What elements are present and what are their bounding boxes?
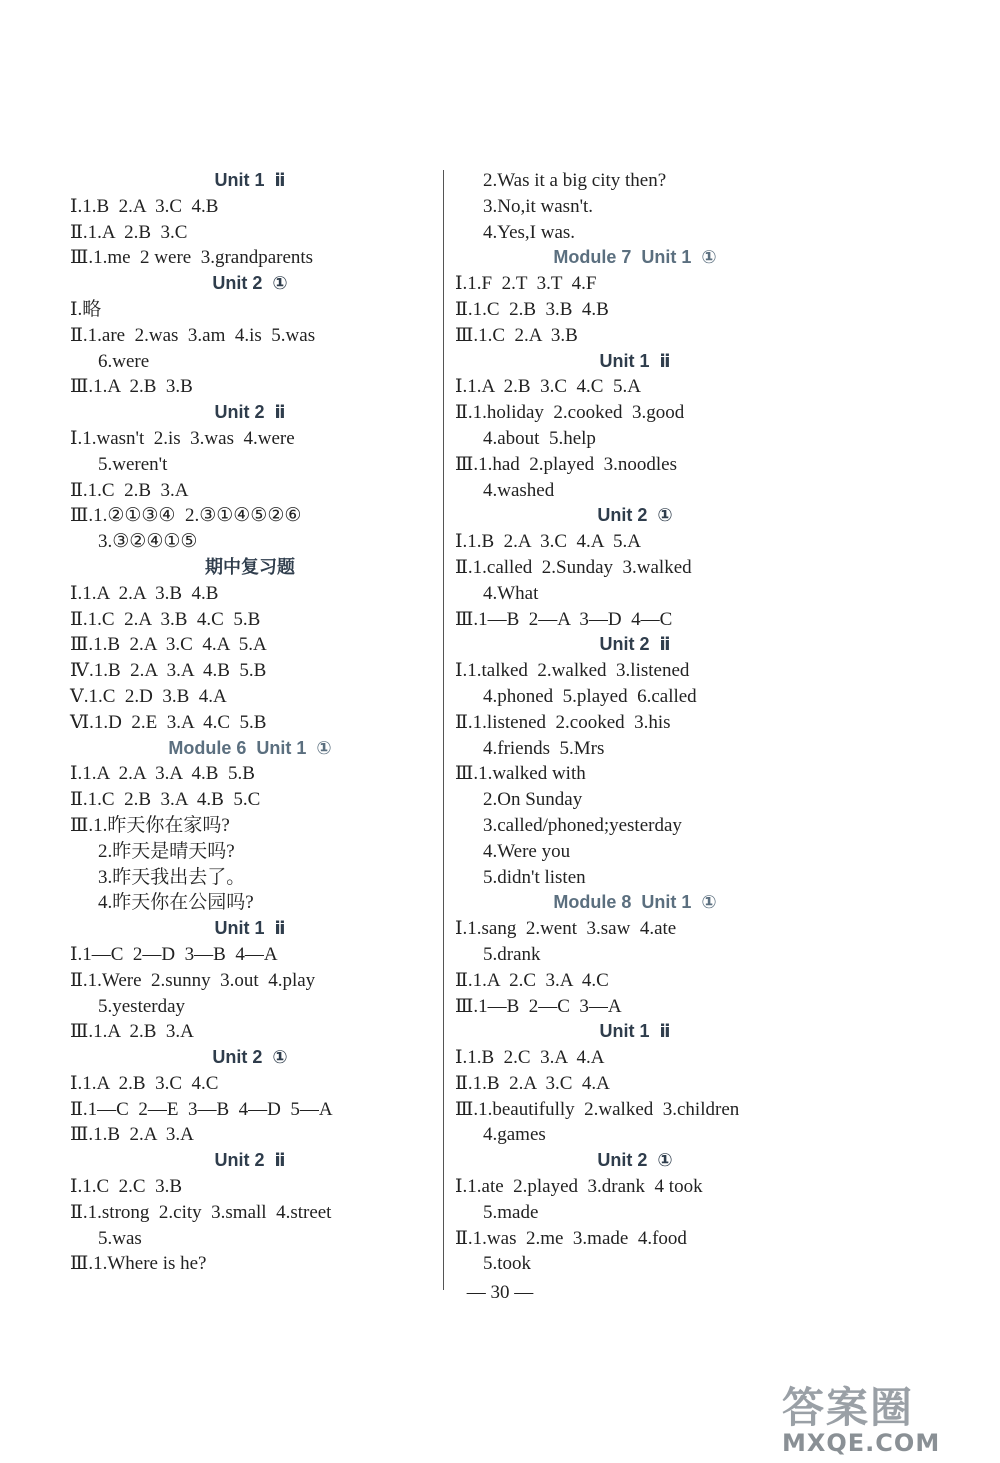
answer-line: Ⅱ.1.are 2.was 3.am 4.is 5.was — [70, 324, 316, 346]
answer-line: 3.昨天我出去了。 — [98, 866, 246, 888]
section-heading: Unit 1 ⅱ — [214, 918, 286, 939]
answer-line: Ⅱ.1—C 2—E 3—B 4—D 5—A — [70, 1098, 333, 1120]
answer-line: Ⅲ.1.Where is he? — [70, 1253, 207, 1275]
watermark-logo — [782, 1375, 982, 1455]
answer-line: 4.friends 5.Mrs — [483, 737, 605, 759]
answer-line: Ⅰ.1.F 2.T 3.T 4.F — [455, 273, 597, 295]
answer-line: Ⅰ.1.A 2.B 3.C 4.C — [70, 1072, 219, 1094]
answer-line: 5.yesterday — [98, 995, 186, 1017]
answer-line: 5.took — [483, 1253, 532, 1275]
answer-line: Ⅰ.1.ate 2.played 3.drank 4 took — [455, 1176, 703, 1198]
answer-line: 4.Yes,I was. — [483, 221, 576, 243]
column-divider — [443, 170, 444, 1290]
answer-line: Ⅲ.1.beautifully 2.walked 3.children — [455, 1098, 740, 1120]
page-number: — 30 — — [466, 1282, 534, 1303]
answer-line: Ⅱ.1.C 2.B 3.A — [70, 479, 189, 501]
section-heading: Unit 2 ⅱ — [214, 402, 286, 423]
answer-line: Ⅰ.1.B 2.C 3.A 4.A — [455, 1047, 605, 1069]
answer-line: Ⅲ.1.walked with — [455, 763, 586, 785]
section-heading: Unit 1 ⅱ — [599, 1021, 671, 1042]
section-heading: Module 6 Unit 1 ① — [168, 737, 332, 758]
answer-line: Ⅰ.1.sang 2.went 3.saw 4.ate — [455, 918, 677, 940]
answer-line: Ⅲ.1.B 2.A 3.A — [70, 1124, 194, 1146]
answer-line: 4.What — [483, 582, 539, 604]
answer-line: Ⅱ.1.holiday 2.cooked 3.good — [455, 402, 685, 424]
right-column — [455, 168, 815, 1277]
answer-line: Ⅲ.1.昨天你在家吗? — [70, 814, 230, 836]
answer-line: Ⅲ.1—B 2—A 3—D 4—C — [455, 608, 673, 630]
section-heading: Unit 2 ⅱ — [599, 634, 671, 655]
answer-line: 2.On Sunday — [483, 789, 583, 811]
answer-line: Ⅰ.1.B 2.A 3.C 4.B — [70, 195, 219, 217]
answer-line: Ⅱ.1.C 2.B 3.A 4.B 5.C — [70, 789, 261, 811]
answer-line: 4.Were you — [483, 840, 571, 862]
answer-line: Ⅱ.1.C 2.A 3.B 4.C 5.B — [70, 608, 261, 630]
section-heading: Unit 2 ① — [597, 1150, 673, 1171]
section-heading: Unit 2 ① — [212, 1047, 288, 1068]
answer-line: 4.games — [483, 1124, 546, 1146]
answer-line: Ⅲ.1.B 2.A 3.C 4.A 5.A — [70, 634, 267, 656]
answer-line: 4.washed — [483, 479, 555, 501]
answer-line: 3.called/phoned;yesterday — [483, 814, 682, 836]
answer-line: 4.phoned 5.played 6.called — [483, 685, 697, 707]
answer-line: 5.drank — [483, 943, 541, 965]
answer-line: Ⅴ.1.C 2.D 3.B 4.A — [70, 685, 227, 707]
answer-line: Ⅱ.1.was 2.me 3.made 4.food — [455, 1227, 687, 1249]
answer-line: Ⅲ.1.C 2.A 3.B — [455, 324, 578, 346]
watermark-logo-text: 答案圈 — [782, 1383, 915, 1432]
answer-line: Ⅲ.1.A 2.B 3.B — [70, 376, 193, 398]
answer-line: 5.made — [483, 1201, 539, 1223]
section-heading: Unit 2 ① — [212, 273, 288, 294]
answer-line: 5.didn't listen — [483, 866, 586, 888]
answer-line: Ⅰ.1.talked 2.walked 3.listened — [455, 660, 690, 682]
section-heading: Unit 2 ① — [597, 505, 673, 526]
section-heading: Unit 2 ⅱ — [214, 1150, 286, 1171]
section-heading: Unit 1 ⅱ — [214, 170, 286, 190]
answer-line: Ⅰ.1—C 2—D 3—B 4—A — [70, 943, 278, 965]
answer-line: 3.③②④①⑤ — [98, 531, 198, 553]
left-column — [70, 168, 430, 1277]
answer-line: Ⅰ.1.A 2.B 3.C 4.C 5.A — [455, 376, 641, 398]
answer-line: Ⅱ.1.called 2.Sunday 3.walked — [455, 556, 692, 578]
section-heading: Module 7 Unit 1 ① — [553, 247, 717, 268]
answer-line: 6.were — [98, 350, 150, 372]
answer-line: 4.昨天你在公园吗? — [98, 892, 254, 914]
answer-line: Ⅱ.1.listened 2.cooked 3.his — [455, 711, 671, 733]
answer-line: 5.was — [98, 1227, 142, 1249]
answer-line: 3.No,it wasn't. — [483, 195, 594, 217]
answer-line: 2.Was it a big city then? — [483, 170, 667, 191]
section-heading: Module 8 Unit 1 ① — [553, 892, 717, 913]
answer-line: Ⅱ.1.C 2.B 3.B 4.B — [455, 298, 609, 320]
answer-line: 5.weren't — [98, 453, 168, 475]
answer-line: Ⅲ.1.②①③④ 2.③①④⑤②⑥ — [70, 505, 302, 527]
answer-line: 4.about 5.help — [483, 427, 596, 449]
section-heading: Unit 1 ⅱ — [599, 350, 671, 371]
answer-line: Ⅱ.1.Were 2.sunny 3.out 4.play — [70, 969, 316, 991]
answer-line: Ⅰ.略 — [70, 298, 102, 320]
answer-line: Ⅰ.1.C 2.C 3.B — [70, 1176, 183, 1198]
answer-line: Ⅱ.1.B 2.A 3.C 4.A — [455, 1072, 610, 1094]
answer-line: Ⅵ.1.D 2.E 3.A 4.C 5.B — [70, 711, 267, 733]
answer-line: Ⅲ.1.me 2 were 3.grandparents — [70, 247, 314, 269]
answer-line: Ⅳ.1.B 2.A 3.A 4.B 5.B — [70, 660, 267, 682]
answer-line: Ⅲ.1.A 2.B 3.A — [70, 1021, 194, 1043]
answer-line: Ⅲ.1.had 2.played 3.noodles — [455, 453, 678, 475]
watermark-url: MXQE.COM — [782, 1429, 941, 1457]
answer-line: Ⅰ.1.B 2.A 3.C 4.A 5.A — [455, 531, 641, 553]
answer-line: Ⅲ.1—B 2—C 3—A — [455, 995, 622, 1017]
section-heading: 期中复习题 — [205, 556, 295, 577]
answer-line: Ⅱ.1.A 2.B 3.C — [70, 221, 188, 243]
answer-line: Ⅱ.1.A 2.C 3.A 4.C — [455, 969, 609, 991]
answer-line: 2.昨天是晴天吗? — [98, 840, 235, 862]
answer-line: Ⅰ.1.A 2.A 3.A 4.B 5.B — [70, 763, 255, 785]
answer-line: Ⅰ.1.A 2.A 3.B 4.B — [70, 582, 219, 604]
answer-line: Ⅰ.1.wasn't 2.is 3.was 4.were — [70, 427, 295, 449]
answer-line: Ⅱ.1.strong 2.city 3.small 4.street — [70, 1201, 332, 1223]
